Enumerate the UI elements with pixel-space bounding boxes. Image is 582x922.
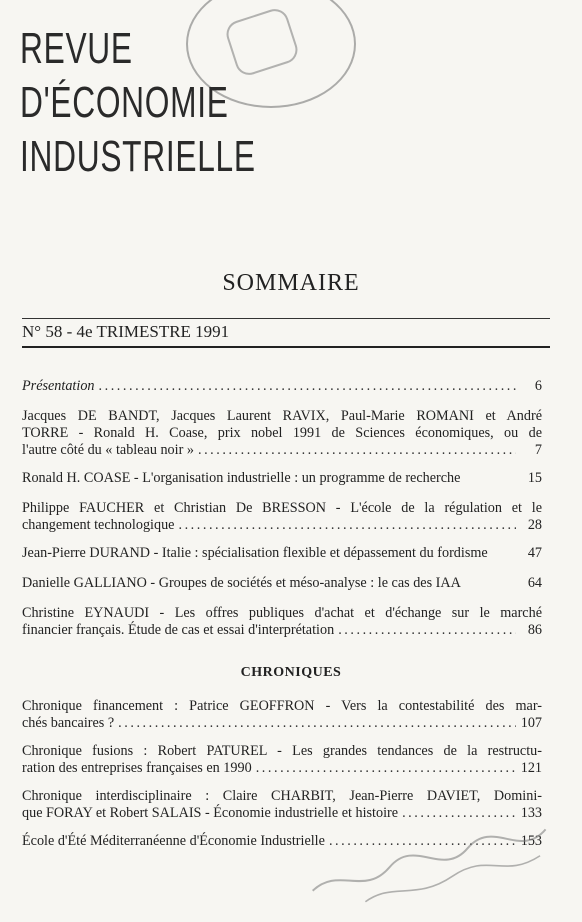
toc-entry-de-bandt (22, 408, 542, 459)
toc-entry-chronique-financement (22, 698, 542, 732)
toc-entry-text: TORRE - Ronald H. Coase, prix nobel 1991 de Sciences économiques, ou de (22, 425, 542, 441)
toc-entry-chronique-interdisciplinaire (22, 788, 542, 822)
dot-leader (338, 622, 516, 639)
toc-entry-text: chés bancaires ? (22, 715, 115, 731)
page-number: 153 (520, 833, 542, 849)
toc-entry-durand (22, 545, 542, 562)
issue-number: N° 58 - 4e TRIMESTRE 1991 (22, 322, 230, 341)
page-number: 86 (527, 622, 542, 638)
toc-entry-galliano (22, 575, 542, 592)
page-number: 28 (527, 517, 542, 533)
toc-entry-text: que FORAY et Robert SALAIS - Économie industrielle et histoire (22, 805, 399, 821)
toc-entry-text: ration des entreprises françaises en 1990 (22, 760, 252, 776)
page-number: 6 (534, 378, 542, 394)
toc-entry-presentation (22, 378, 542, 395)
page-number: 7 (534, 442, 542, 458)
dot-leader (178, 517, 516, 534)
page-number: 64 (527, 575, 542, 591)
journal-title (20, 22, 256, 184)
page-number: 121 (520, 760, 542, 776)
toc-entry-text: Chronique financement : Patrice GEOFFRON - Vers la contestabilité des mar- (22, 698, 542, 714)
bottom-rule (22, 346, 550, 348)
dot-leader (256, 760, 516, 777)
toc-entry-text: Danielle GALLIANO - Groupes de sociétés et méso-analyse : le cas des IAA (22, 575, 461, 591)
toc-entry-text: Christine EYNAUDI - Les offres publiques d'achat et d'échange sur le marché (22, 605, 542, 621)
toc-entry-faucher (22, 500, 542, 534)
toc-entry-text: Ronald H. COASE - L'organisation industrielle : un programme de recherche (22, 470, 461, 486)
dot-leader (198, 442, 516, 459)
toc-entry-chronique-fusions (22, 743, 542, 777)
toc-entry-text: École d'Été Méditerranéenne d'Économie Industrielle (22, 833, 325, 849)
page-number: 133 (520, 805, 542, 821)
journal-title-line-3: INDUSTRIELLE (20, 132, 256, 181)
toc-entry-text: changement technologique (22, 517, 175, 533)
page-number: 47 (527, 545, 542, 561)
toc-entry-text: Chronique interdisciplinaire : Claire CHARBIT, Jean-Pierre DAVIET, Domini- (22, 788, 542, 804)
journal-title-line-1: REVUE (20, 24, 133, 73)
dot-leader (118, 715, 516, 732)
toc-entry-eynaudi (22, 605, 542, 639)
top-rule (22, 318, 550, 319)
journal-title-line-2: D'ÉCONOMIE (20, 78, 229, 127)
page-number: 107 (520, 715, 542, 731)
toc-entry-coase (22, 470, 542, 487)
handwritten-annotation (296, 808, 564, 922)
toc-entry-text: Jean-Pierre DURAND - Italie : spécialisation flexible et dépassement du fordisme (22, 545, 488, 561)
toc-entry-text: l'autre côté du « tableau noir » (22, 442, 194, 458)
page-number: 15 (527, 470, 542, 486)
toc-entry-text: Présentation (22, 378, 95, 394)
toc-entry-text: financier français. Étude de cas et essai d'interprétation (22, 622, 335, 638)
toc-entry-text: Philippe FAUCHER et Christian De BRESSON - L'école de la régulation et le (22, 500, 542, 516)
dot-leader (99, 378, 516, 395)
contents-heading: SOMMAIRE (222, 270, 360, 296)
toc-entry-text: Jacques DE BANDT, Jacques Laurent RAVIX, Paul-Marie ROMANI et André (22, 408, 542, 424)
toc-entry-text: Chronique fusions : Robert PATUREL - Les grandes tendances de la restructu- (22, 743, 542, 759)
chroniques-heading: CHRONIQUES (240, 665, 342, 680)
